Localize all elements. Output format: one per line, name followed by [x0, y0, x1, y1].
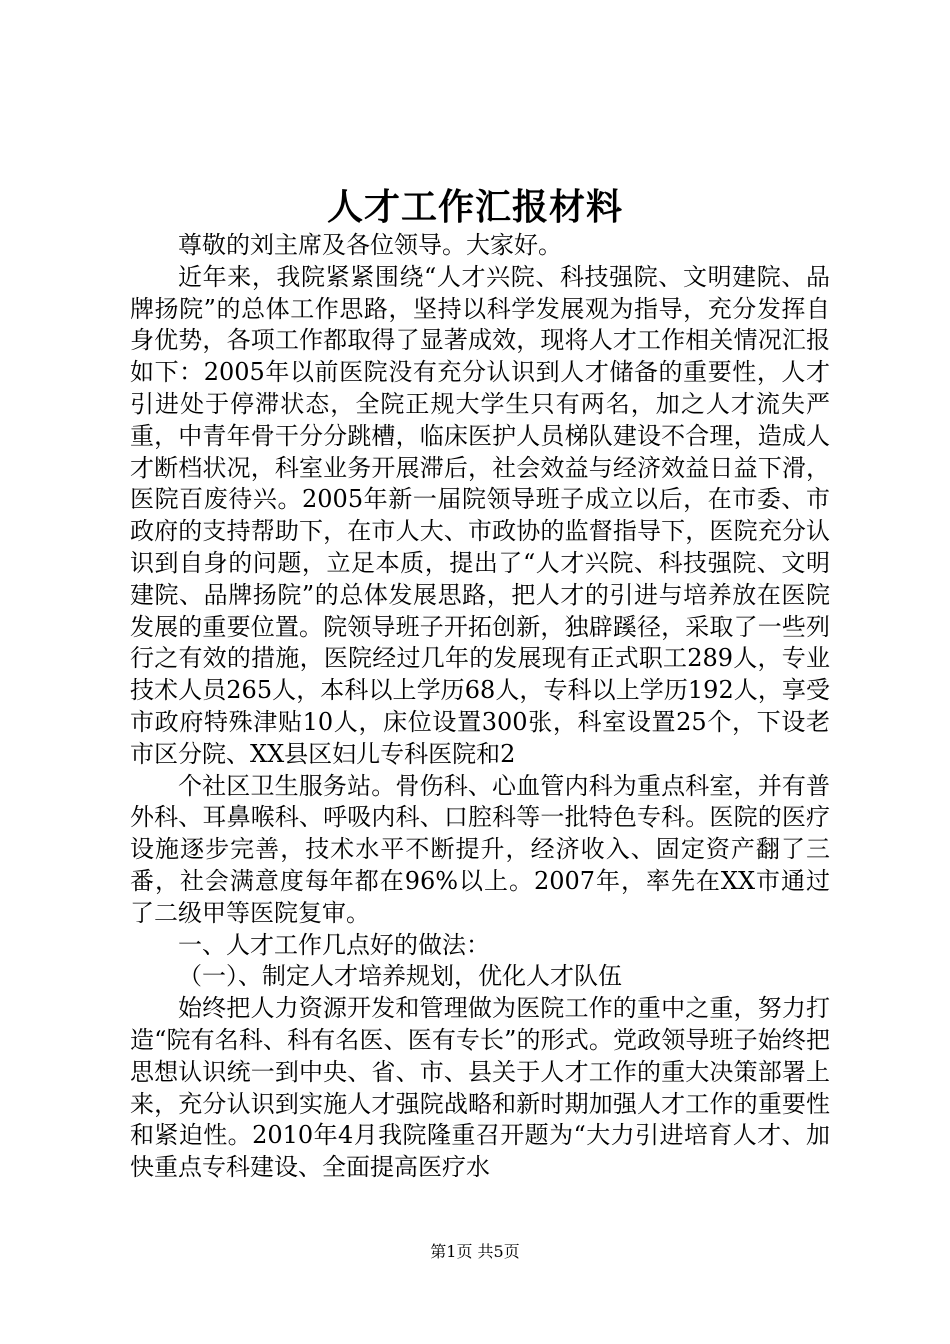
document-body	[130, 230, 830, 1184]
page-number-footer: 第1页 共5页	[430, 1242, 520, 1261]
section-heading: 一、人才工作几点好的做法：	[178, 930, 490, 959]
greeting-paragraph: 尊敬的刘主席及各位领导。大家好。	[178, 231, 562, 259]
intro-paragraph: 近年来，我院紧紧围绕“人才兴院、科技强院、文明建院、品牌扬院”的总体工作思路，坚持以科学发展观为指导，充分发挥自身优势，各项工作都取得了显著成效，现将人才工作相关情况汇报如下：2005年以前医院没有充分认识到人才储备的重要性，人才引进处于停滞状态，全院正规大学生只有两名，加之人才流失严重，中青年骨干分分跳槽，临床医护人员梯队建设不合理，造成人才断档状况，科室业务开展滞后，社会效益与经济效益日益下滑，医院百废待兴。2005年新一届院领导班子成立以后，在市委、市政府的支持帮助下，在市人大、市政协的监督指导下，医院充分认识到自身的问题，立足本质，提出了“人才兴院、科技强院、文明建院、品牌扬院”的总体发展思路，把人才的引进与培养放在医院发展的重要位置。院领导班子开拓创新，独辟蹊径，采取了一些列行之有效的措施，医院经过几年的发展现有正式职工289人，专业技术人员265人，本科以上学历68人，专科以上学历192人，享受市政府特殊津贴10人，床位设置300张，科室设置25个，下设老市区分院、XX县区妇儿专科医院和2	[130, 262, 830, 768]
hospital-status-paragraph: 个社区卫生服务站。骨伤科、心血管内科为重点科室，并有普外科、耳鼻喉科、呼吸内科、口腔科等一批特色专科。医院的医疗设施逐步完善，技术水平不断提升，经济收入、固定资产翻了三番，社会满意度每年都在96%以上。2007年，率先在XX市通过了二级甲等医院复审。	[130, 771, 830, 927]
subsection-paragraph: 始终把人力资源开发和管理做为医院工作的重中之重，努力打造“院有名科、科有名医、医有专长”的形式。党政领导班子始终把思想认识统一到中央、省、市、县关于人才工作的重大决策部署上来，充分认识到实施人才强院战略和新时期加强人才工作的重要性和紧迫性。2010年4月我院隆重召开题为“大力引进培育人才、加快重点专科建设、全面提高医疗水	[130, 994, 830, 1182]
subsection-heading: （一）、制定人才培养规划，优化人才队伍	[178, 962, 622, 991]
document-title: 人才工作汇报材料	[326, 186, 623, 228]
